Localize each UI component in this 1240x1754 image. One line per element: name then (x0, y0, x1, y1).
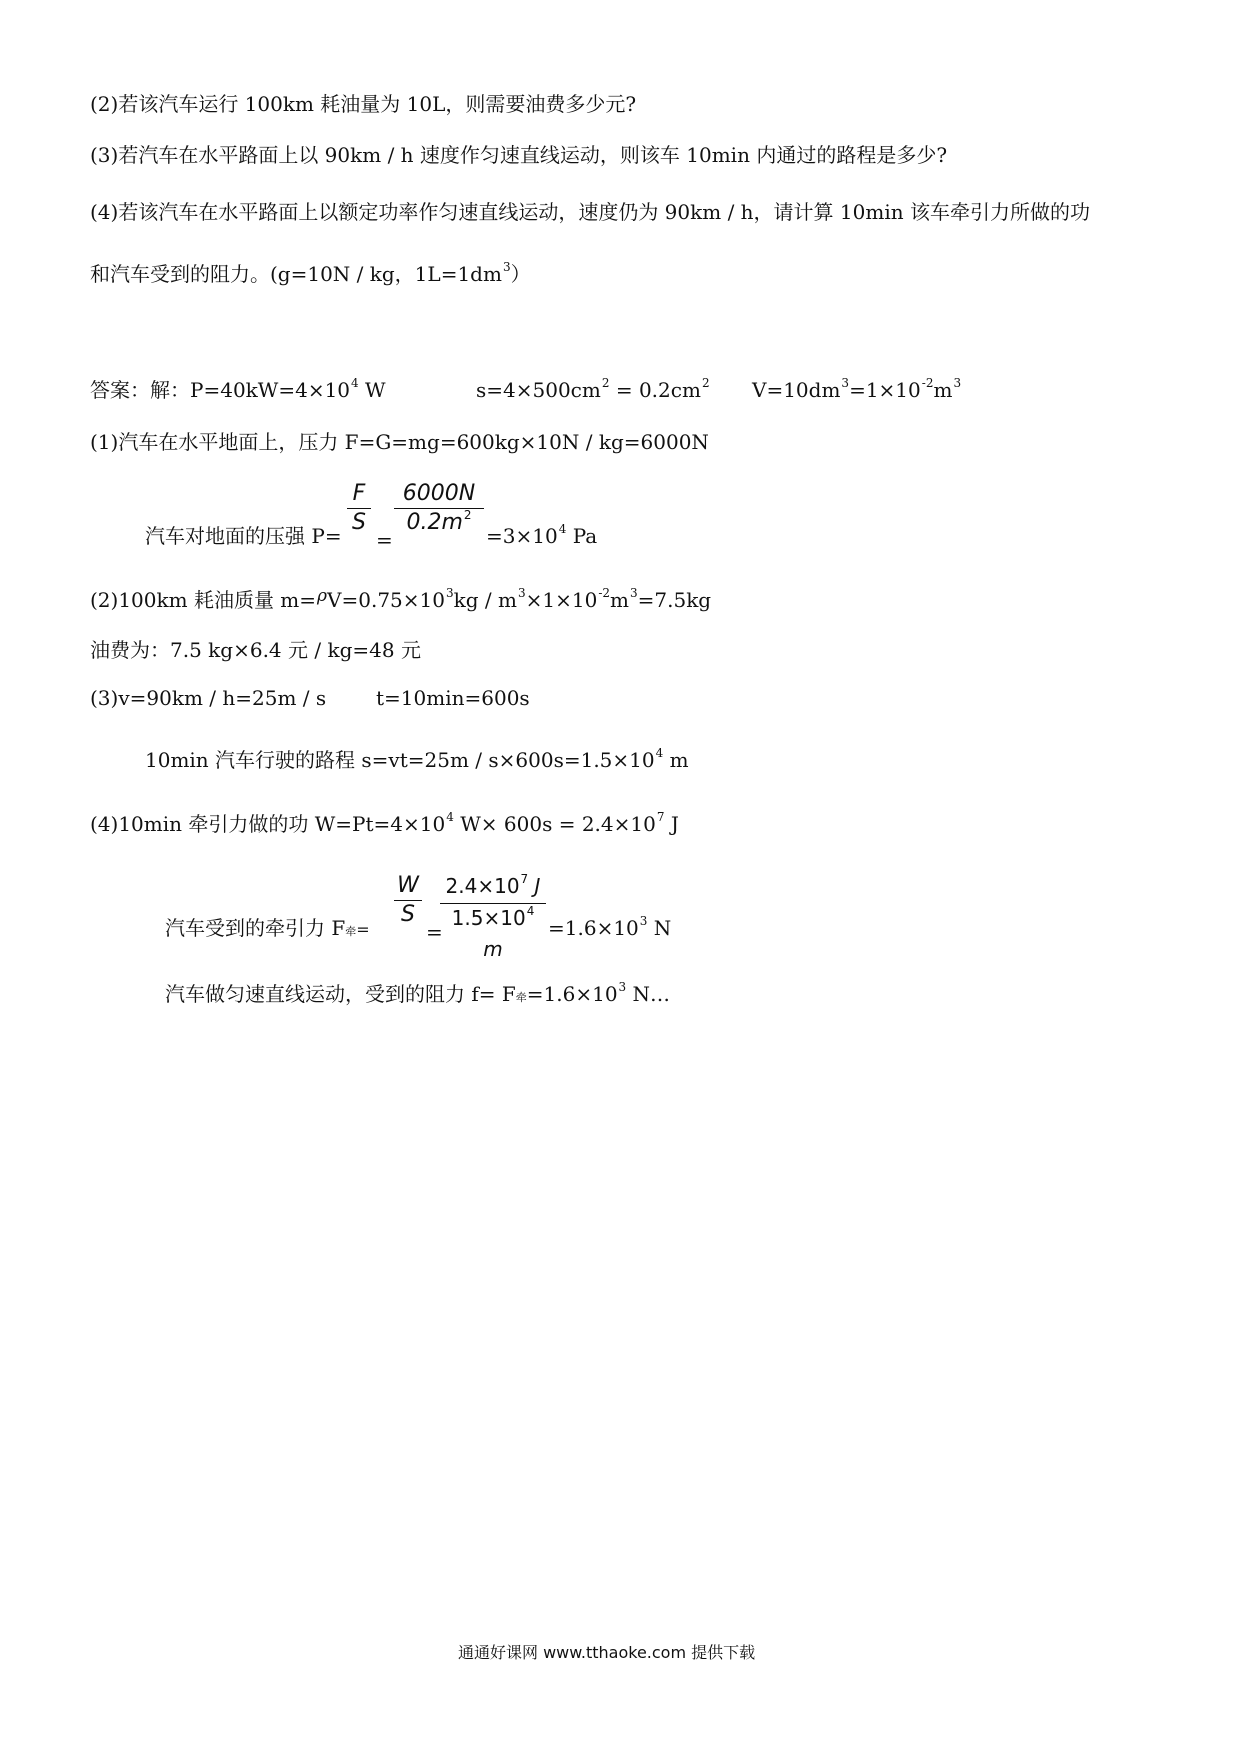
drag-text-b: =1.6×10 (526, 982, 618, 1006)
answer-intro-volume (752, 378, 961, 405)
area-exp-2: 2 (701, 376, 710, 390)
rho-symbol: ρ (317, 586, 328, 606)
question-2: (2)若该汽车运行 100km 耗油量为 10L，则需要油费多少元? (90, 92, 637, 116)
part-3-distance (145, 748, 689, 775)
traction-result-unit: N (647, 916, 672, 940)
frac-num-work-text: 2.4×10 (445, 874, 520, 898)
frac-den-dist-exp: 4 (526, 904, 535, 918)
frac-num-work-unit: J (528, 874, 541, 898)
frac-num-f: F (352, 481, 366, 506)
distance-text: 10min 汽车行驶的路程 s=vt=25m / s×600s=1.5×10 (145, 748, 655, 772)
distance-unit: m (663, 748, 689, 772)
q4-line2-exponent: 3 (502, 260, 511, 274)
part-3-velocity: (3)v=90km / h=25m / s (90, 686, 327, 710)
frac-den-s: S (352, 510, 366, 535)
part-1-pressure-result (486, 524, 597, 551)
question-4-line-1: (4)若该汽车在水平路面上以额定功率作匀速直线运动，速度仍为 90km / h，请计算 10min 该车牵引力所做的功 (90, 200, 1090, 224)
frac-num-w: W (397, 873, 419, 898)
frac-den-dist (440, 904, 546, 963)
question-3: (3)若汽车在水平路面上以 90km / h 速度作匀速直线运动，则该车 10min 内通过的路程是多少? (90, 143, 948, 167)
area-text-a: s=4×500cm (476, 378, 601, 402)
answer-intro-area (476, 378, 710, 405)
answer-power-exp: 4 (351, 376, 359, 390)
drag-exp: 3 (618, 980, 627, 994)
traction-label-text: 汽车受到的牵引力 F (165, 916, 346, 940)
work-text-b: W× 600s = 2.4×10 (453, 812, 656, 836)
work-text-c: J (664, 812, 679, 836)
answer-power-text: 答案：解：P=40kW=4×10 (90, 378, 351, 402)
page-footer: 通通好课网 www.tthaoke.com 提供下载 (458, 1643, 756, 1662)
drag-text-c: N… (626, 982, 671, 1006)
traction-equals: = (356, 920, 370, 939)
frac-num-work-exp: 7 (520, 872, 529, 886)
part-1-equals: = (376, 528, 393, 552)
pressure-result-unit: Pa (566, 524, 598, 548)
mass-exp-4: 3 (629, 586, 638, 600)
frac-num-work (440, 872, 546, 903)
q4-line2-close: ） (510, 262, 531, 286)
mass-text-b: V=0.75×10 (327, 588, 445, 612)
mass-text-e: m (610, 588, 629, 612)
frac-den-area-exp: 2 (463, 508, 472, 522)
frac-den-area-text: 0.2m (406, 510, 463, 535)
frac-den-area (394, 509, 484, 539)
part-4-drag (165, 982, 670, 1010)
mass-text-a: (2)100km 耗油质量 m= (90, 588, 317, 612)
part-1-fraction-f-over-s (347, 480, 371, 537)
mass-exp-2: 3 (517, 586, 526, 600)
vol-text-b: =1×10 (849, 378, 921, 402)
frac-den-dist-text: 1.5×10 (451, 906, 526, 930)
traction-result-text: =1.6×10 (548, 916, 639, 940)
part-1-pressure-label: 汽车对地面的压强 P= (145, 524, 342, 548)
mass-exp-3: -2 (598, 586, 611, 600)
q4-line2-text: 和汽车受到的阻力。(g=10N / kg，1L=1dm (90, 262, 502, 286)
area-text-b: = 0.2cm (609, 378, 701, 402)
mass-text-d: ×1×10 (525, 588, 598, 612)
vol-exp-3: 3 (953, 376, 962, 390)
part-4-fraction-values (440, 872, 546, 963)
part-4-traction-label (165, 916, 370, 944)
drag-subscript: 牵 (515, 991, 527, 1004)
mass-text-c: kg / m (453, 588, 517, 612)
work-text-a: (4)10min 牵引力做的功 W=Pt=4×10 (90, 812, 446, 836)
frac-den-s-2: S (401, 902, 415, 927)
question-4-line-2 (90, 262, 531, 289)
part-4-traction-result (548, 916, 671, 943)
part-2-mass (90, 588, 711, 615)
vol-text-a: V=10dm (752, 378, 841, 402)
vol-exp-2: -2 (921, 376, 934, 390)
answer-power-unit: W (358, 378, 386, 402)
pressure-result-exp: 4 (558, 522, 567, 536)
area-exp-1: 2 (601, 376, 610, 390)
part-3-time: t=10min=600s (376, 686, 530, 710)
work-exp-2: 7 (656, 810, 665, 824)
frac-num-6000n: 6000N (402, 481, 476, 506)
mass-text-f: =7.5kg (637, 588, 712, 612)
traction-subscript: 牵 (345, 925, 357, 938)
vol-exp-1: 3 (841, 376, 850, 390)
distance-exp: 4 (655, 746, 664, 760)
part-2-cost: 油费为：7.5 kg×6.4 元 / kg=48 元 (90, 638, 421, 662)
work-exp-1: 4 (446, 810, 454, 824)
part-4-work (90, 812, 679, 839)
pressure-result-text: =3×10 (486, 524, 558, 548)
part-1-force: (1)汽车在水平地面上，压力 F=G=mg=600kg×10N / kg=6000N (90, 430, 709, 454)
part-4-equals-2: = (426, 920, 443, 944)
answer-intro-power (90, 378, 386, 405)
part-4-fraction-w-over-s (394, 872, 422, 929)
part-1-fraction-values (394, 480, 484, 539)
vol-text-c: m (933, 378, 953, 402)
mass-exp-1: 3 (445, 586, 454, 600)
traction-result-exp: 3 (639, 914, 648, 928)
drag-text-a: 汽车做匀速直线运动，受到的阻力 f= F (165, 982, 516, 1006)
frac-den-dist-unit: m (483, 937, 503, 961)
